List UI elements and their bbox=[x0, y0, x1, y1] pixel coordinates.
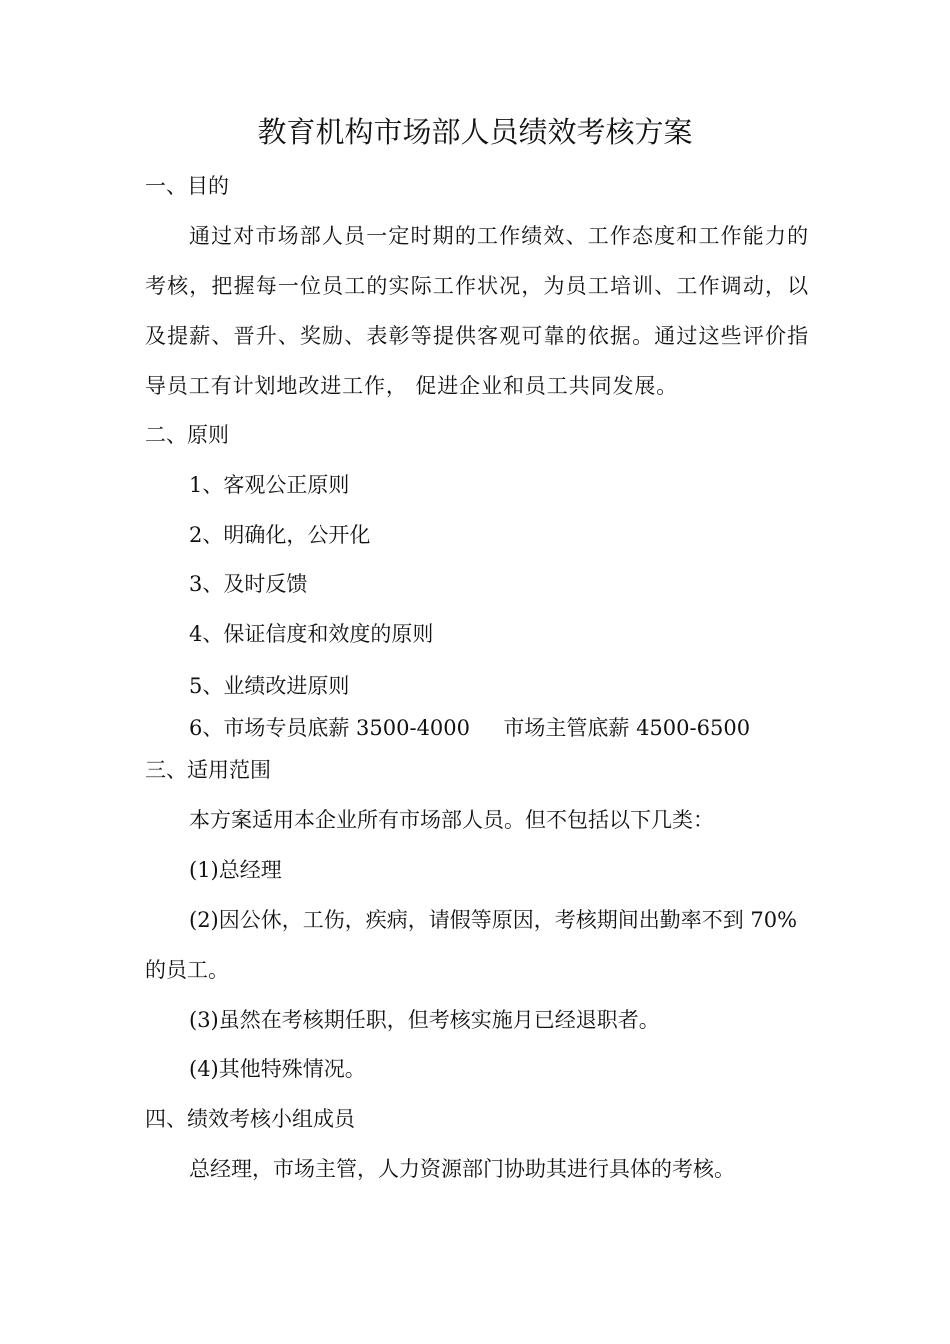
document-title: 教育机构市场部人员绩效考核方案 bbox=[257, 115, 693, 149]
section-heading-purpose: 一、目的 bbox=[145, 174, 229, 198]
salary-item: 6、市场专员底薪 3500-4000 市场主管底薪 4500-6500 bbox=[189, 716, 751, 740]
principle-item: 3、及时反馈 bbox=[189, 572, 308, 596]
purpose-paragraph: 通过对市场部人员一定时期的工作绩效、工作态度和工作能力的考核，把握每一位员工的实际工作状况，为员工培训、工作调动，以及提薪、晋升、奖励、表彰等提供客观可靠的依据。通过这些评价指导员工有计划地改进工作， 促进企业和员工共同发展。 bbox=[145, 224, 809, 398]
members-paragraph: 总经理，市场主管，人力资源部门协助其进行具体的考核。 bbox=[189, 1157, 735, 1181]
principle-item: 2、明确化，公开化 bbox=[189, 523, 371, 547]
scope-intro: 本方案适用本企业所有市场部人员。但不包括以下几类： bbox=[189, 808, 714, 832]
principle-item: 5、业绩改进原则 bbox=[189, 674, 350, 698]
section-heading-members: 四、绩效考核小组成员 bbox=[145, 1107, 355, 1131]
scope-item: (4)其他特殊情况。 bbox=[189, 1057, 366, 1081]
principle-item: 1、客观公正原则 bbox=[189, 473, 350, 497]
scope-item: (3)虽然在考核期任职，但考核实施月已经退职者。 bbox=[189, 1008, 660, 1032]
scope-item-continuation: 的员工。 bbox=[145, 958, 229, 982]
section-heading-principles: 二、原则 bbox=[145, 423, 229, 447]
principle-item: 4、保证信度和效度的原则 bbox=[189, 622, 434, 646]
scope-item: (2)因公休，工伤，疾病，请假等原因，考核期间出勤率不到 70% bbox=[189, 908, 798, 932]
scope-item: (1)总经理 bbox=[189, 858, 282, 882]
section-heading-scope: 三、适用范围 bbox=[145, 758, 271, 782]
